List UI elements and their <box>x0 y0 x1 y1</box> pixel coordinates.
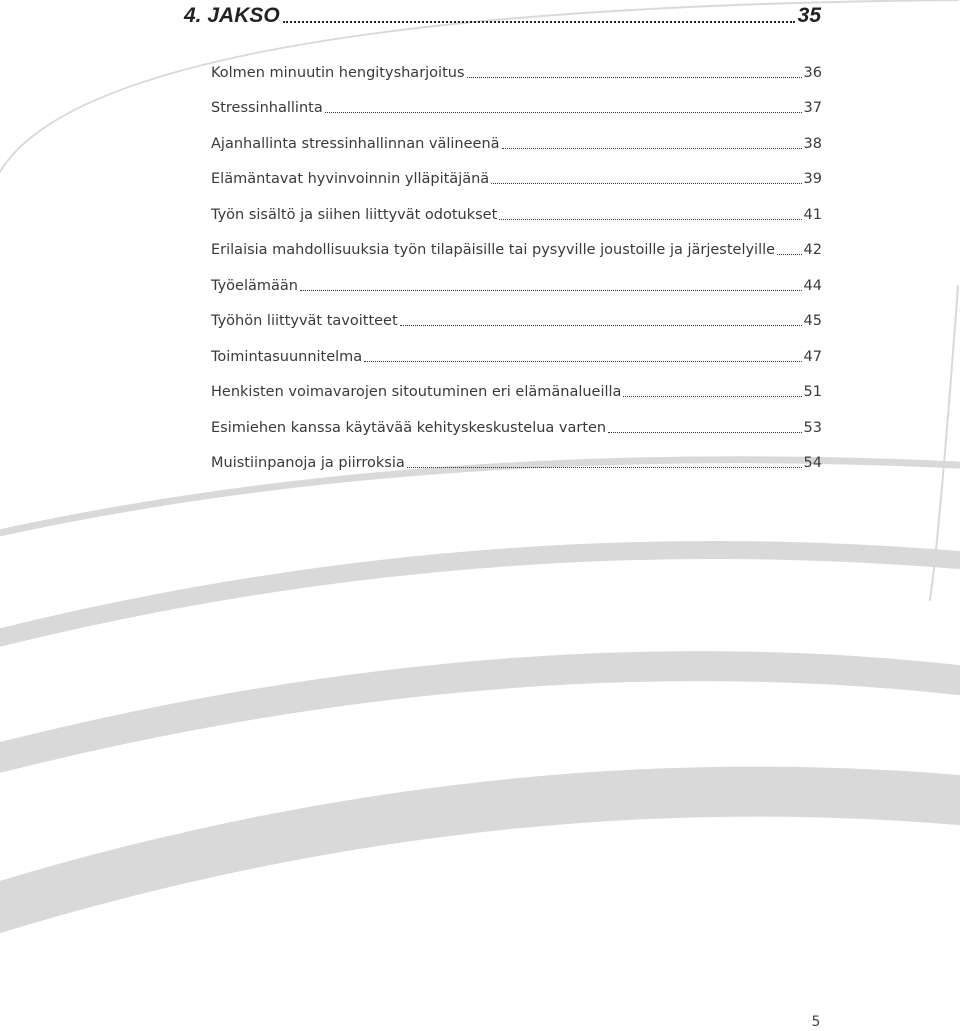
toc-entry-label: Stressinhallinta <box>211 100 323 116</box>
toc-entry[interactable] <box>211 82 822 118</box>
arc-4 <box>0 550 958 640</box>
toc-entry-label: Työhön liittyvät tavoitteet <box>211 313 398 329</box>
toc-entry-page: 51 <box>803 384 822 400</box>
toc-entry-page: 37 <box>803 100 822 116</box>
dot-leader <box>777 254 801 255</box>
section-header <box>184 0 821 28</box>
dot-leader <box>400 325 802 326</box>
toc-entry[interactable] <box>211 259 822 295</box>
toc-entry-label: Erilaisia mahdollisuuksia työn tilapäisille tai pysyville joustoille ja järjestelyille <box>211 242 776 258</box>
toc-entry-page: 38 <box>803 135 822 152</box>
toc-entry[interactable] <box>211 46 822 82</box>
dot-leader <box>300 290 802 291</box>
toc-entry-page: 54 <box>803 455 822 471</box>
toc-entry-page: 41 <box>803 206 822 223</box>
toc-entry-label: Muistiinpanoja ja piirroksia <box>211 455 405 471</box>
toc-entry-page: 47 <box>803 348 822 365</box>
toc-entry-label: Työn sisältö ja siihen liittyvät odotukset <box>211 206 498 223</box>
toc-entry-page: 45 <box>803 313 822 329</box>
toc-entry-label: Toimintasuunnitelma <box>211 348 363 365</box>
toc-entry-page: 36 <box>803 64 822 81</box>
dot-leader <box>364 361 801 362</box>
table-of-contents <box>211 46 822 472</box>
toc-entry[interactable] <box>211 401 822 437</box>
toc-entry[interactable] <box>211 188 822 224</box>
toc-entry-label: Työelämään <box>211 277 298 294</box>
section-page-number: 35 <box>797 4 821 27</box>
toc-entry[interactable] <box>211 153 822 189</box>
toc-entry[interactable] <box>211 295 822 331</box>
header-dot-leader <box>283 21 795 23</box>
toc-entry-label: Elämäntavat hyvinvoinnin ylläpitäjänä <box>211 171 490 187</box>
toc-entry-label: Ajanhallinta stressinhallinnan välineenä <box>211 135 500 152</box>
toc-entry-page: 39 <box>803 171 822 187</box>
toc-entry[interactable] <box>211 366 822 402</box>
toc-entry-page: 53 <box>803 419 822 436</box>
section-title: 4. JAKSO <box>184 4 280 27</box>
toc-entry-label: Kolmen minuutin hengitysharjoitus <box>211 64 465 81</box>
dot-leader <box>499 219 801 220</box>
toc-entry[interactable] <box>211 117 822 153</box>
toc-entry-page: 44 <box>803 277 822 294</box>
dot-leader <box>502 148 802 149</box>
toc-entry-page: 42 <box>803 242 822 258</box>
toc-entry[interactable] <box>211 437 822 473</box>
toc-entry[interactable] <box>211 330 822 366</box>
dot-leader <box>491 183 801 184</box>
toc-entry[interactable] <box>211 224 822 260</box>
arc-6 <box>0 792 958 910</box>
page-number: 5 <box>811 1014 821 1030</box>
dot-leader <box>608 432 801 433</box>
dot-leader <box>623 396 801 397</box>
dot-leader <box>407 467 802 468</box>
dot-leader <box>325 112 802 113</box>
toc-entry-label: Henkisten voimavarojen sitoutuminen eri elämänalueilla <box>211 384 622 400</box>
arc-5 <box>0 666 958 760</box>
dot-leader <box>467 77 802 78</box>
toc-entry-label: Esimiehen kanssa käytävää kehityskeskustelua varten <box>211 419 607 436</box>
